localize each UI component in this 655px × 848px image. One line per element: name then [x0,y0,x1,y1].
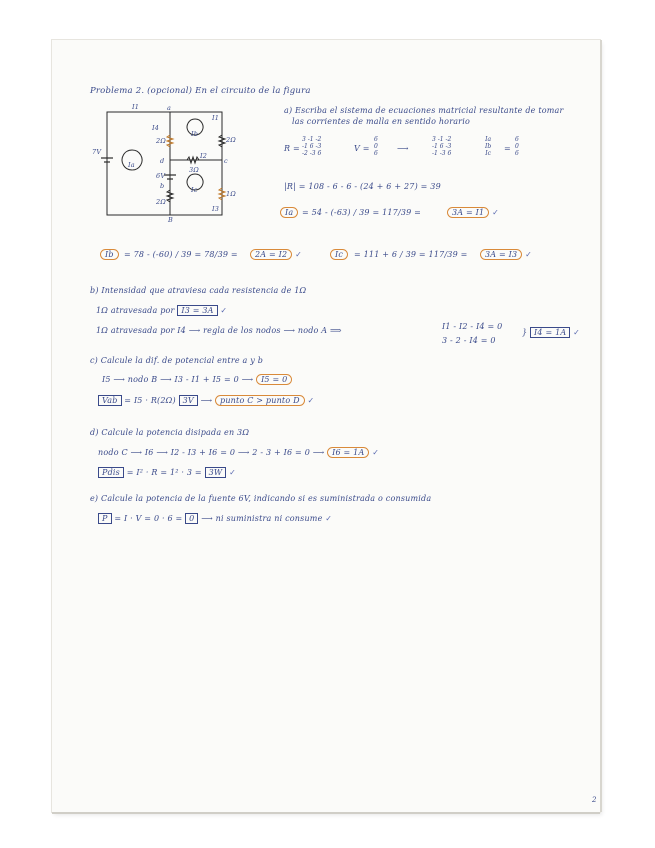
r-matrix-row: -2 -3 6 [302,150,322,157]
part-d-line1-text: nodo C ⟶ I6 ⟶ I2 - I3 + I6 = 0 ⟶ 2 - 3 + I6 = 0 ⟶ [98,448,325,457]
v-vector [374,136,378,157]
problem-title: Problema 2. (opcional) En el circuito de la figura [90,86,311,96]
current-vector-row: Ib [485,143,492,150]
check-icon: ✓ [307,396,315,405]
part-c-line1-text: I5 ⟶ nodo B ⟶ I3 - I1 + I5 = 0 ⟶ [102,375,254,384]
part-b-line1-text: 1Ω atravesada por [96,306,175,315]
ib-label [100,250,119,259]
check-icon: ✓ [229,468,236,477]
r-matrix [302,136,321,157]
circuit-node-B: B [168,216,173,224]
circuit-node-b: b [160,182,165,190]
arrow: ⟶ [397,144,409,153]
system-matrix-row: 3 -1 -2 [432,136,452,143]
v-vector-row: 6 [374,150,378,157]
rhs-vector [515,136,519,157]
r-label: R = [284,144,300,153]
part-b-eq1: I1 - I2 - I4 = 0 [442,322,503,331]
part-d-title: d) Calcule la potencia disipada en 3Ω [90,428,250,437]
part-c-line2-expr: = I5 · R(2Ω) [124,396,176,405]
part-d-line1-result: I6 = 1A [327,447,369,458]
check-icon: ✓ [295,250,302,259]
ib-result-box: 2A = I2 [250,249,292,260]
ia-result [447,208,499,217]
r-matrix-row: -1 6 -3 [302,143,322,150]
circuit-node-a: a [167,104,172,112]
circuit-label-i3: I3 [212,205,220,213]
ia-calc: = 54 - (-63) / 39 = 117/39 = [302,208,422,217]
circuit-label-1: 1Ω [226,190,236,198]
ib-label-box: Ib [100,249,119,260]
circuit-label-i4: I4 [152,124,160,132]
v-vector-row: 0 [374,143,378,150]
rhs-vector-row: 0 [515,143,519,150]
part-b-line2-result: } I4 = 1A ✓ [522,328,581,337]
equals: = [504,144,511,153]
ic-calc: = 111 + 6 / 39 = 117/39 = [354,250,468,259]
part-c-line2-result: 3V [179,395,198,406]
circuit-label-2b: 2Ω [156,137,166,145]
ic-result-box: 3A = I3 [480,249,522,260]
circuit-label-7v: 7V [92,148,102,156]
part-e-line [98,514,332,523]
part-c-line1-result: I5 = 0 [256,374,292,385]
part-a-text-1: a) Escriba el sistema de ecuaciones matricial resultante de tomar [284,106,564,115]
system-matrix [432,136,451,157]
v-vector-row: 6 [374,136,378,143]
part-e-title: e) Calcule la potencia de la fuente 6V, indicando si es suministrada o consumida [90,494,432,503]
system-matrix-row: -1 -3 6 [432,150,452,157]
check-icon: ✓ [525,250,532,259]
current-vector-row: Ic [485,150,491,157]
check-icon: ✓ [573,328,581,337]
notebook-page [52,40,600,812]
part-d-line2-expr: = I² · R = 1² · 3 = [126,468,202,477]
part-b-title: b) Intensidad que atraviesa cada resistencia de 1Ω [90,286,307,295]
page-edge-right [600,40,602,812]
ia-result-box: 3A = I1 [447,207,489,218]
circuit-label-2a: 2Ω [226,136,236,144]
part-b-line2-result-box: I4 = 1A [530,327,570,338]
ia-label-box: Ia [280,207,298,218]
ic-result [480,250,532,259]
part-e-line-expr: = I · V = 0 · 6 = [114,514,183,523]
part-d-line1 [98,448,379,457]
rhs-vector-row: 6 [515,136,519,143]
part-e-line-result: 0 [185,513,198,524]
part-d-line2-label: Pdis [98,467,124,478]
check-icon: ✓ [372,448,380,457]
rhs-vector-row: 6 [515,150,519,157]
current-vector [485,136,491,157]
part-a-text-2: las corrientes de malla en sentido horario [292,117,470,126]
page-edge-bottom [52,812,600,814]
check-icon: ✓ [220,306,228,315]
circuit-label-i2: I2 [200,152,208,160]
part-c-line1 [102,375,292,384]
part-d-line2 [98,468,236,477]
v-label: V = [354,144,370,153]
part-e-line-label: P [98,513,112,524]
part-b-line1-result: I3 = 3A [177,305,217,316]
part-c-line2-note: punto C > punto D [215,395,305,406]
part-c-line2-label: Vab [98,395,122,406]
part-b-line1 [96,306,227,315]
r-matrix-row: 3 -1 -2 [302,136,322,143]
part-b-eq2: 3 - 2 - I4 = 0 [442,336,496,345]
current-vector-row: Ia [485,136,492,143]
circuit-label-i1-top: I1 [132,103,140,111]
circuit-node-c: c [224,157,228,165]
circuit-label-2c: 2Ω [156,198,166,206]
circuit-label-ic: Ic [191,186,198,194]
circuit-label-3: 3Ω [189,166,199,174]
check-icon: ✓ [325,514,333,523]
circuit-label-i1: I1 [212,114,220,122]
circuit-label-6v: 6V [156,172,166,180]
circuit-label-ia: Ia [128,161,135,169]
part-c-title: c) Calcule la dif. de potencial entre a y b [90,356,264,365]
ia-label [280,208,298,217]
part-c-line2: Vab = I5 · R(2Ω) 3V ⟶ punto C > punto D ✓ [98,396,314,405]
part-d-line2-result: 3W [205,467,227,478]
ic-label [330,250,348,259]
circuit-label-ib: Ib [191,130,199,138]
part-e-line-note: ⟶ ni suministra ni consume [201,514,323,523]
check-icon: ✓ [492,208,499,217]
circuit-node-d: d [160,157,165,165]
ic-label-box: Ic [330,249,348,260]
system-matrix-row: -1 6 -3 [432,143,452,150]
ib-calc: = 78 - (-60) / 39 = 78/39 = [124,250,238,259]
determinant-line: |R| = 108 - 6 - 6 - (24 + 6 + 27) = 39 [284,182,441,191]
page-number: 2 [592,796,597,804]
ib-result [250,250,302,259]
part-b-line2: 1Ω atravesada por I4 ⟶ regla de los nodos ⟶ nodo A ⟹ [96,326,342,335]
